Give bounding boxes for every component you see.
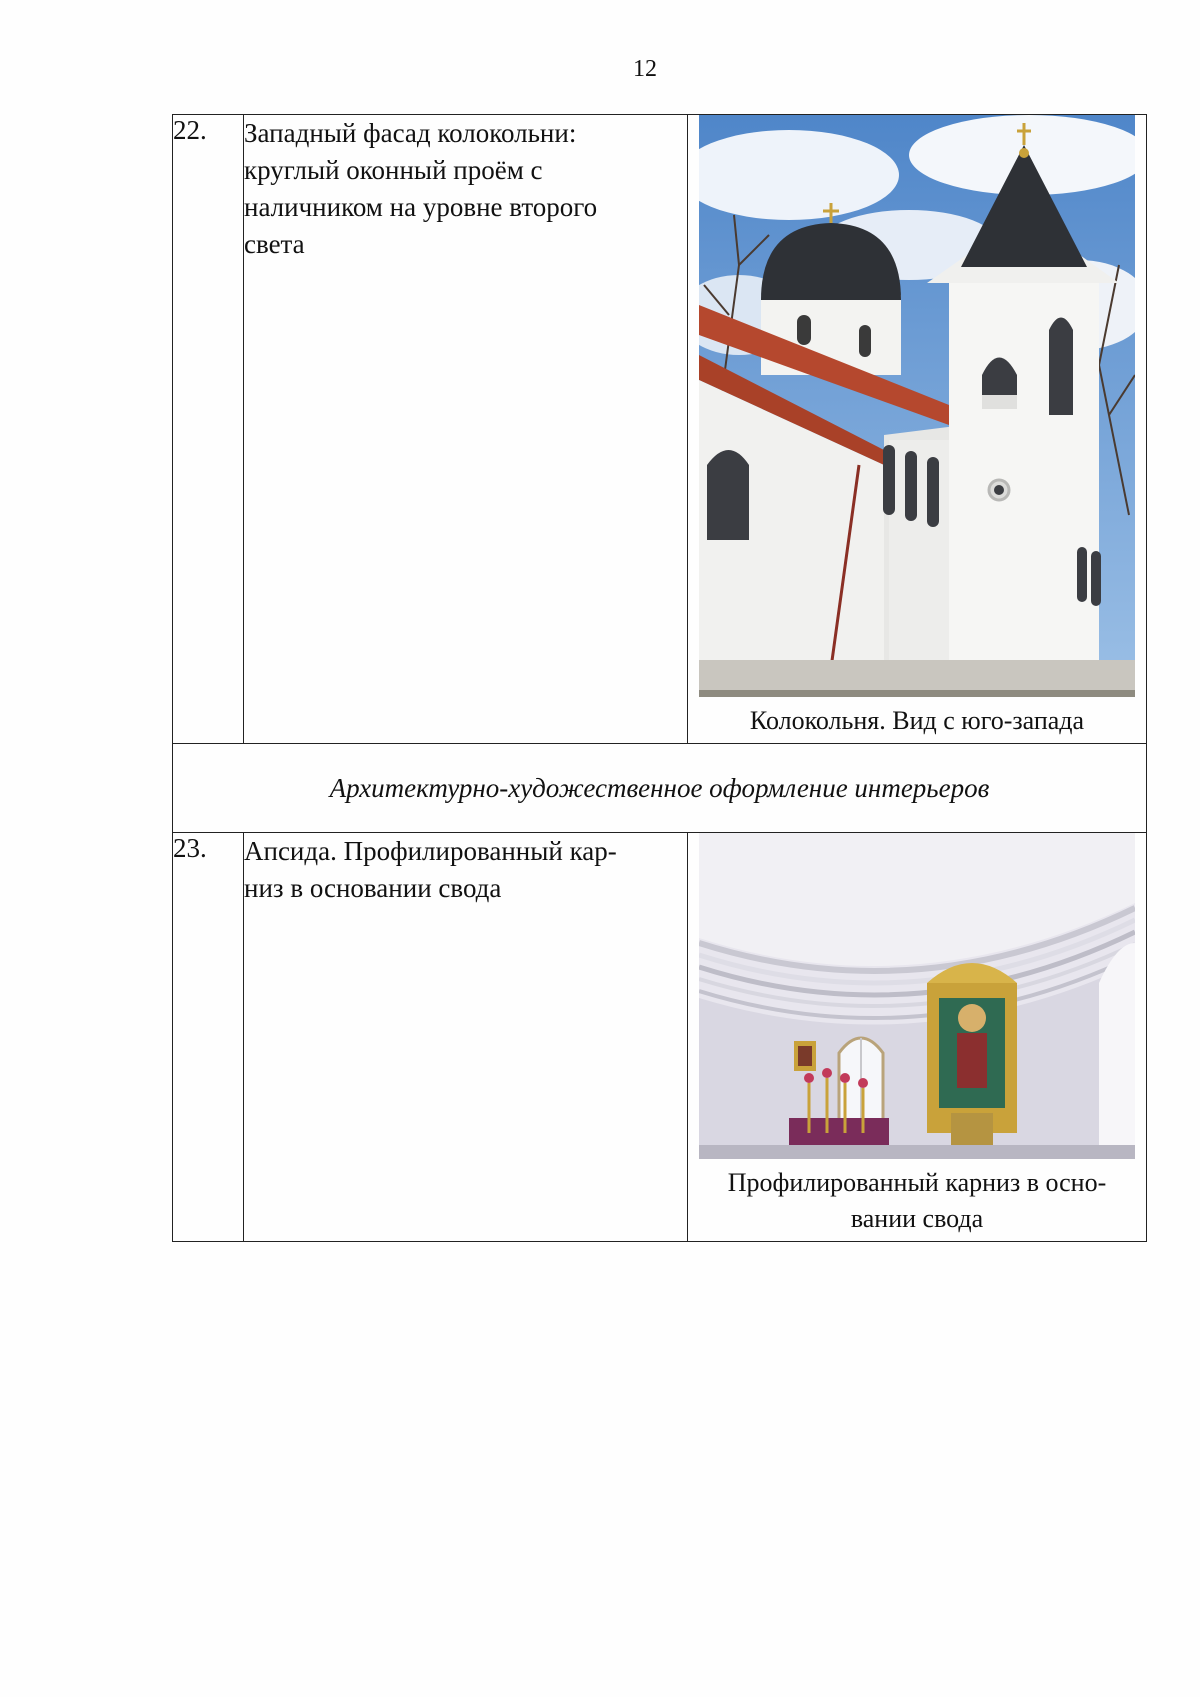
caption-line: Профилированный карниз в осно- (727, 1168, 1107, 1197)
row-number: 23. (173, 833, 244, 1242)
description-line: Апсида. Профилированный кар- (244, 836, 617, 866)
section-heading: Архитектурно-художественное оформление интерьеров (173, 744, 1147, 833)
description-line: света (244, 229, 305, 259)
photo-caption (688, 1159, 1146, 1241)
row-number: 22. (173, 115, 244, 744)
description-line: наличником на уровне второго (244, 192, 598, 222)
row-description (244, 115, 688, 744)
table-row (173, 115, 1147, 744)
description-line: низ в основании свода (244, 873, 502, 903)
belltower-photo (699, 115, 1135, 697)
description-line: Западный фасад колокольни: (244, 118, 577, 148)
apse-photo (699, 833, 1135, 1159)
section-row (173, 744, 1147, 833)
caption-line: вании свода (850, 1204, 984, 1233)
table-row (173, 833, 1147, 1242)
row-description (244, 833, 688, 1242)
description-line: круглый оконный проём с (244, 155, 543, 185)
photo-caption: Колокольня. Вид с юго-запада (749, 706, 1085, 735)
page-number: 12 (633, 56, 657, 82)
photo-cell (688, 833, 1147, 1242)
document-table (172, 114, 1147, 1242)
photo-cell (688, 115, 1147, 744)
